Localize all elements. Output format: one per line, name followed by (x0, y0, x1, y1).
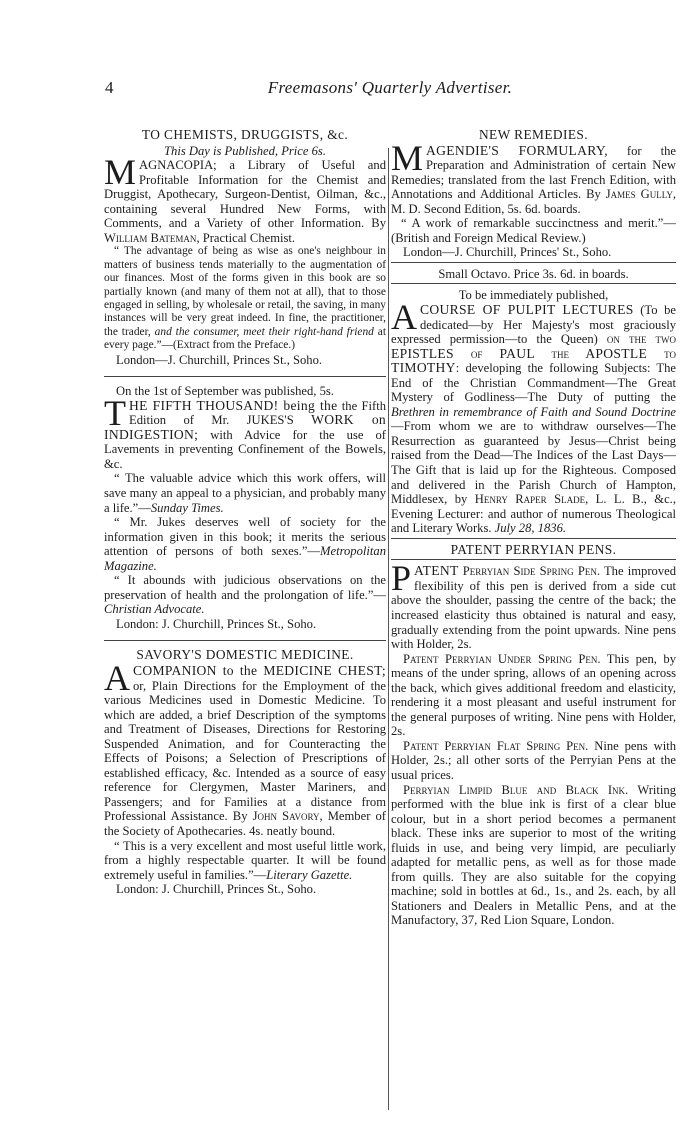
running-title: Freemasons' Quarterly Advertiser. (267, 78, 513, 97)
advert-body: ACOURSE OF PULPIT LECTURES (To be dedicated—by Her Majesty's most graciously expressed permission—to the Queen) on the two EPISTLES of PAUL the APOSTLE to TIMOTHY: developing the following Subjects: The End of the Christian Commandment—The Great Mystery of Godliness—The Duty of putting the Brethren in remembrance of Faith and Sound Doctrine—From whom we are to withdraw ourselves—The Resurrection as guaranteed by Jesus—Christ being raised from the Dead—The Indices of the Last Days—The Gift that is laid up for the Righteous. Composed and delivered in the Parish Church of Hampton, Middlesex, by Henry Raper Slade, L. L. B., &c., Evening Lecturer: and author of numerous Theological and Literary Works. July 28, 1836. (391, 297, 676, 536)
advert-body: PATENT Perryian Side Spring Pen. The improved flexibility of this pen is derived from a side cut above the shoulder, passing the centre of the back; the increased elasticity thus obtained is natural and easy, gradually extending from the point upwards. Nine pens with Holder, 2s. (391, 558, 677, 652)
section-divider (391, 262, 676, 263)
advert-perryian-pens (391, 543, 676, 928)
author-name: William Bateman (104, 230, 197, 245)
publication-date: July 28, 1836. (494, 521, 567, 536)
review-quote: “ The valuable advice which this work offers, will save many an appeal to a physician, and probably many a life.”—Sunday Times. (104, 471, 386, 515)
advert-quote: “ The advantage of being as wise as one's neighbour in matters of business tends materially to the augmentation of our finances. Most of the forms given in this book are so partially known (and many of them not at all), that to those engaged in selling, by wholesale or retail, the saving, in many instances will be very great indeed. In fine, the practitioner, the trader, and the consumer, meet their right-hand friend at every page.”—(Extract from the Preface.) (104, 245, 386, 352)
advert-subheading: This Day is Published, Price 6s. (164, 143, 326, 158)
drop-cap: T (104, 392, 126, 433)
advert-body: MAGENDIE'S FORMULARY, for the Preparation and Administration of certain New Remedies; translated from the last French Edition, with Annotations and Additional Articles. By James Gully, M. D. Second Edition, 5s. 6d. boards. (391, 137, 676, 216)
page-header (105, 78, 675, 102)
product-title: Perryian Limpid Blue and Black Ink. (403, 782, 629, 797)
advert-jukes (104, 384, 386, 631)
drop-cap: P (391, 558, 412, 599)
advert-body: THE FIFTH THOUSAND! being the the Fifth Edition of Mr. JUKES'S WORK on INDIGESTION; with Advice for the use of Lavements in preventing Confinement of the Bowels, &c. (104, 392, 387, 471)
product-entry: Patent Perryian Under Spring Pen. This pen, by means of the under spring, allows of an opening across the back, which gives additional freedom and elasticity, rendering it a most pleasant and useful instrument for the general purposes of writing. Nine pens with Holder, 2s. (391, 651, 676, 739)
author-name: John Savory (252, 809, 320, 824)
review-quote: “ This is a very excellent and most useful little work, from a highly respectable quarter. It will be found extremely useful in families.”—Literary Gazette. (104, 838, 386, 882)
publisher-imprint: London: J. Churchill, Princes St., Soho. (116, 882, 317, 897)
drop-cap: A (104, 658, 130, 699)
drop-cap: M (104, 152, 137, 193)
section-divider (391, 538, 676, 539)
publisher-imprint: London—J. Churchill, Princes' St., Soho. (403, 245, 612, 260)
advert-heading: NEW REMEDIES. (478, 127, 589, 142)
product-entry: Patent Perryian Flat Spring Pen. Nine pens with Holder, 2s.; all other sorts of the Perryian Pens at the usual prices. (391, 738, 676, 782)
review-quote: “ Mr. Jukes deserves well of society for the information given in this book; it merits the serious attention of persons of both sexes.”—Metropolitan Magazine. (104, 515, 386, 573)
advert-sermons (391, 267, 676, 536)
advert-savory (104, 648, 386, 896)
left-column (104, 128, 386, 897)
product-title: Patent Perryian Under Spring Pen. (403, 651, 601, 666)
product-entry: Perryian Limpid Blue and Black Ink. Writing performed with the blue ink is first of a clear blue colour, but in a short period becomes a permanent black. These inks are superior to most of the writing fluids in use, and being very limpid, are peculiarly adapted for metallic pens, as well as for those made from quills. They are also suitable for the copying machine; sold in bottles at 6d., 1s., and 2s. each, by all Stationers and Dealers in Metallic Pens, and at the Manufactory, 37, Red Lion Square, London. (391, 782, 676, 928)
page-number: 4 (105, 78, 114, 97)
product-title: Patent Perryian Flat Spring Pen. (403, 738, 589, 753)
work-title: WORK on INDIGESTION; (104, 412, 387, 442)
publication-notice: On the 1st of September was published, 5s. (116, 384, 334, 399)
advert-body: ACOMPANION to the MEDICINE CHEST; or, Plain Directions for the Employment of the various Medicines used in Domestic Medicine. To which are added, a brief Description of the symptoms and Treatment of Diseases, Directions for Restoring Suspended Animation, and for Counteracting the Effects of Poisons; a Selection of Prescriptions of established efficacy, &c. Intended as a source of easy reference for Clergymen, Master Mariners, and Passengers; and for Families at a distance from Professional Assistance. By John Savory, Member of the Society of Apothecaries. 4s. neatly bound. (104, 658, 386, 839)
advert-heading: TO CHEMISTS, DRUGGISTS, &c. (141, 127, 349, 142)
review-quote: “ It abounds with judicious observations on the preservation of health and the prolongation of life.”—Christian Advocate. (104, 573, 386, 617)
author-name: Henry Raper Slade (474, 492, 586, 507)
review-quote: “ A work of remarkable succinctness and merit.”—(British and Foreign Medical Review.) (391, 216, 676, 245)
section-divider (391, 283, 676, 284)
column-divider (388, 148, 389, 1110)
advert-heading: PATENT PERRYIAN PENS. (450, 541, 617, 557)
right-column (391, 128, 676, 928)
author-name: James Gully (605, 187, 673, 202)
section-divider (391, 559, 676, 560)
advert-body: MAGNACOPIA; a Library of Useful and Profitable Information for the Chemist and Druggist, Apothecary, Surgeon-Dentist, Oilman, &c., containing several Hundred New Forms, with Comments, and a Variety of other Information. By William Bateman, Practical Chemist. (104, 152, 386, 245)
advert-magendie (391, 128, 676, 260)
publisher-imprint: London: J. Churchill, Princes St., Soho. (116, 616, 317, 631)
section-divider (104, 640, 386, 641)
advert-subheading: To be immediately published, (458, 288, 609, 303)
advert-heading: SAVORY'S DOMESTIC MEDICINE. (136, 647, 354, 663)
drop-cap: M (391, 137, 424, 178)
advert-chemists (104, 128, 386, 367)
drop-cap: A (391, 297, 417, 338)
section-divider (104, 376, 386, 377)
format-line: Small Octavo. Price 3s. 6d. in boards. (438, 266, 629, 281)
publisher-imprint: London—J. Churchill, Princes St., Soho. (116, 352, 323, 367)
